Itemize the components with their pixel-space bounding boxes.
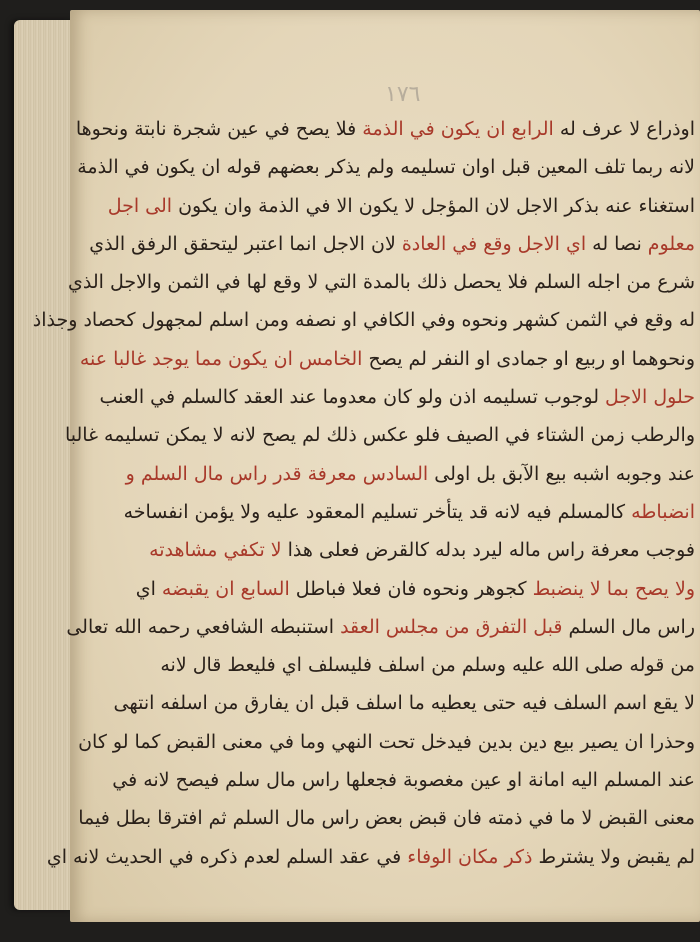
body-text: عند المسلم اليه امانة او عين مغصوبة فجعلها راس مال سلم فيصح لانه في [112, 769, 695, 792]
body-text: كجوهر ونحوه فان فعلا فباطل [289, 577, 533, 600]
rubric-text: قبل التفرق من مجلس العقد [340, 615, 563, 638]
rubric-text: الخامس ان يكون مما يوجد غالبا عنه [79, 347, 363, 370]
rubric-text: معلوم [647, 232, 695, 255]
text-line [66, 608, 695, 646]
body-text: لوجوب تسليمه اذن ولو كان معدوما عند العقد كالسلم في العنب [99, 386, 606, 409]
body-text: فلا يصح في عين شجرة نابتة ونحوها [75, 118, 363, 140]
rubric-text: لا تكفي مشاهدته [149, 539, 282, 562]
body-text: راس مال السلم [562, 615, 695, 638]
body-text: ونحوهما او ربيع او جمادى او النفر لم يصح [362, 347, 695, 370]
body-text: عند وجوبه اشبه بيع الآبق بل اولى [428, 462, 695, 485]
body-text: اي [135, 577, 162, 600]
body-text: وحذرا ان يصير بيع دين بدين فيدخل تحت النهي وما في معنى القبض كما لو كان [78, 730, 695, 753]
body-text: نصا له [586, 232, 648, 255]
rubric-text: الى اجل [107, 194, 173, 217]
body-text: اوذراع لا عرف له [553, 118, 695, 140]
text-line [113, 684, 695, 722]
rubric-text: الرابع ان يكون في الذمة [362, 118, 554, 140]
text-line [78, 723, 695, 761]
text-line [64, 416, 695, 454]
text-line [160, 646, 695, 684]
body-text: استنبطه الشافعي رحمه الله تعالى [66, 615, 341, 638]
body-text: لان الاجل انما اعتبر ليتحقق الرفق الذي [89, 232, 402, 255]
body-text: من قوله صلى الله عليه وسلم من اسلف فليسلف اي فليعط قال لانه [160, 654, 695, 677]
text-line [125, 455, 695, 493]
text-line [77, 148, 695, 186]
folio-number: ١٧٦ [385, 82, 421, 107]
page-stack-edge [14, 20, 74, 910]
text-line [32, 301, 695, 339]
manuscript-text-block [32, 110, 695, 876]
text-line [107, 187, 695, 225]
rubric-text: السادس معرفة قدر راس مال السلم و [125, 462, 429, 485]
text-line [68, 263, 695, 301]
rubric-text: ذكر مكان الوفاء [407, 845, 533, 868]
rubric-text: اي الاجل وقع في العادة [401, 232, 587, 255]
rubric-text: السابع ان يقبضه [161, 577, 290, 600]
body-text: لا يقع اسم السلف فيه حتى يعطيه ما اسلف قبل ان يفارق من اسلفه انتهى [113, 692, 695, 715]
rubric-text: حلول الاجل [605, 386, 695, 409]
text-line [99, 378, 695, 416]
body-text: فوجب معرفة راس ماله ليرد بدله كالقرض فعلى هذا [281, 539, 695, 562]
rubric-text: انضباطه [631, 500, 695, 523]
body-text: معنى القبض لا ما في ذمته فان قبض بعض راس مال السلم ثم افترقا بطل فيما [78, 807, 695, 830]
body-text: لم يقبض ولا يشترط [532, 845, 695, 868]
text-line [89, 225, 695, 263]
text-line [123, 493, 695, 531]
body-text: في عقد السلم لعدم ذكره في الحديث لانه اي [46, 845, 408, 868]
body-text: لانه ربما تلف المعين قبل اوان تسليمه ولم يذكر بعضهم قوله ان يكون في الذمة [77, 156, 695, 179]
text-line [149, 531, 695, 569]
text-line [75, 110, 695, 148]
body-text: شرع من اجله السلم فلا يحصل ذلك بالمدة التي لا وقع لها في الثمن والاجل الذي [68, 271, 695, 294]
text-line [79, 340, 695, 378]
text-line [78, 799, 695, 837]
body-text: والرطب زمن الشتاء في الصيف فلو عكس ذلك لم يصح لانه لا يمكن تسليمه غالبا [64, 424, 695, 447]
body-text: كالمسلم فيه لانه قد يتأخر تسليم المعقود عليه ولا يؤمن انفساخه [123, 500, 632, 523]
rubric-text: ولا يصح بما لا ينضبط [532, 577, 695, 600]
text-line [46, 838, 695, 876]
body-text: له وقع في الثمن كشهر ونحوه وفي الكافي او نصفه ومن اسلم لمجهول كحصاد وجذاذ [32, 309, 695, 332]
text-line [112, 761, 695, 799]
text-line [135, 570, 695, 608]
body-text: استغناء عنه بذكر الاجل لان المؤجل لا يكون الا في الذمة وان يكون [172, 194, 695, 217]
